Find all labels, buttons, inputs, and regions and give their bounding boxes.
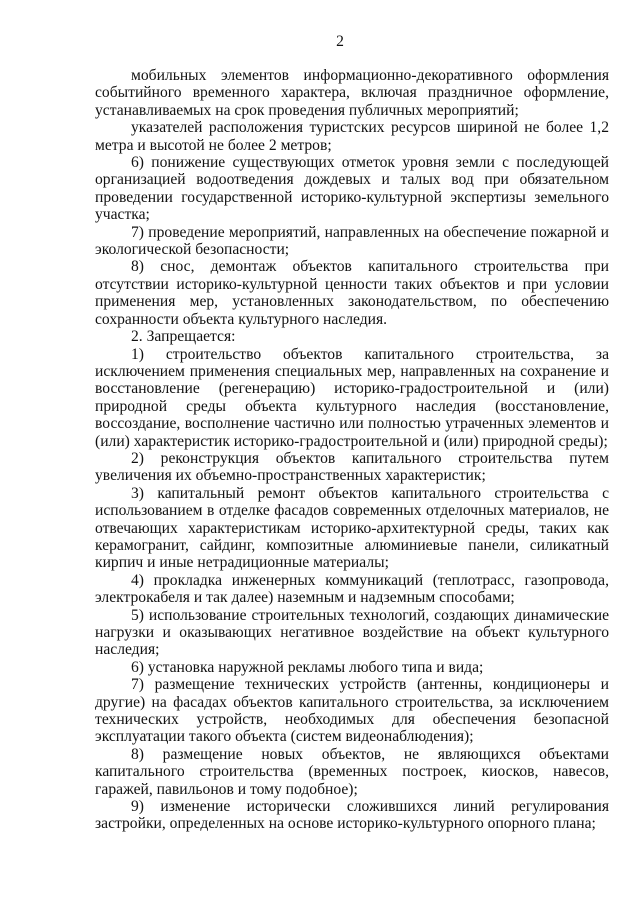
paragraph: 7) размещение технических устройств (антенны, кондиционеры и другие) на фасадах объектов капитального строительства, за исключением технических устройств, необходимых для обеспечения безопасной эксплуатации такого объекта (систем видеонаблюдения); bbox=[95, 676, 609, 746]
paragraph: 4) прокладка инженерных коммуникаций (теплотрасс, газопровода, электрокабеля и так далее) наземным и надземным способами; bbox=[95, 571, 609, 607]
paragraph: 1) строительство объектов капитального строительства, за исключением применения специальных мер, направленных на сохранение и восстановление (регенерацию) историко-градостроительной и (или) природной среды объекта культурного наследия (восстановление, воссоздание, восполнение частично или полностью утраченных элементов и (или) характеристик историко-градостроительной и (или) природной среды); bbox=[95, 345, 609, 450]
paragraph: 6) понижение существующих отметок уровня земли с последующей организацией водоотведения дождевых и талых вод при обязательном проведении государственной историко-культурной экспертизы земельного участка; bbox=[95, 154, 609, 224]
section-heading: 2. Запрещается: bbox=[131, 328, 236, 346]
paragraph: мобильных элементов информационно-декоративного оформления событийного временного характера, включая праздничное оформление, устанавливаемых на срок проведения публичных мероприятий; bbox=[95, 67, 609, 119]
paragraph: 9) изменение исторически сложившихся линий регулирования застройки, определенных на основе историко-культурного опорного плана; bbox=[95, 798, 609, 833]
document-body bbox=[95, 67, 609, 833]
paragraph: указателей расположения туристских ресурсов шириной не более 1,2 метра и высотой не более 2 метров; bbox=[95, 119, 609, 154]
paragraph: 2) реконструкция объектов капитального строительства путем увеличения их объемно-пространственных характеристик; bbox=[95, 449, 609, 485]
paragraph: 6) установка наружной рекламы любого типа и вида; bbox=[131, 658, 484, 676]
paragraph: 7) проведение мероприятий, направленных на обеспечение пожарной и экологической безопасности; bbox=[95, 223, 609, 259]
paragraph: 8) снос, демонтаж объектов капитального строительства при отсутствии историко-культурной ценности таких объектов и при условии применения мер, установленных законодательством, по обеспечению сохранности объекта культурного наследия. bbox=[95, 258, 609, 328]
paragraph: 5) использование строительных технологий, создающих динамические нагрузки и оказывающих негативное воздействие на объект культурного наследия; bbox=[95, 606, 609, 659]
paragraph: 8) размещение новых объектов, не являющихся объектами капитального строительства (временных построек, киосков, навесов, гаражей, павильонов и тому подобное); bbox=[95, 745, 609, 798]
page-number: 2 bbox=[336, 33, 344, 50]
paragraph: 3) капитальный ремонт объектов капитального строительства с использованием в отделке фасадов современных отделочных материалов, не отвечающих характеристикам историко-архитектурной среды, таких как керамогранит, сайдинг, композитные алюминиевые панели, силикатный кирпич и иные нетрадиционные материалы; bbox=[95, 484, 609, 572]
